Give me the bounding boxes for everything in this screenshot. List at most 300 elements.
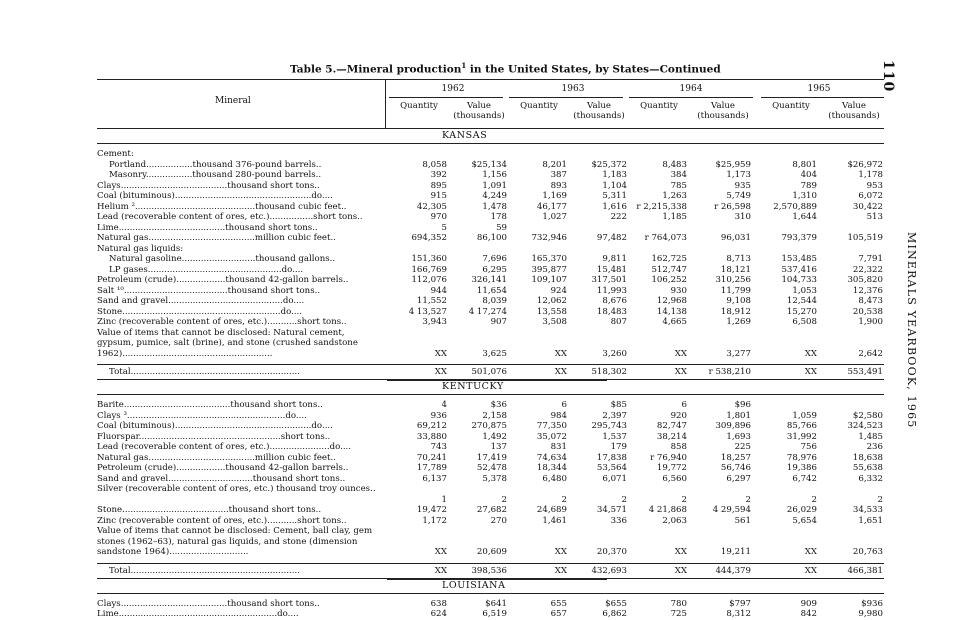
row-label: Cement: bbox=[97, 149, 134, 159]
quantity-cell: 8,483 bbox=[662, 159, 687, 170]
value-cell: 17,419 bbox=[476, 452, 507, 463]
quantity-cell: 6,508 bbox=[792, 317, 817, 327]
quantity-cell: 624 bbox=[430, 609, 447, 619]
quantity-cell: 404 bbox=[800, 170, 817, 180]
value-cell: 2,397 bbox=[602, 410, 627, 421]
value-cell: 18,257 bbox=[720, 452, 751, 463]
value-cell: 953 bbox=[866, 180, 883, 191]
quantity-cell: r 76,940 bbox=[650, 452, 687, 463]
quantity-cell: 112,076 bbox=[411, 275, 447, 285]
value-cell: 8,312 bbox=[726, 609, 751, 619]
quantity-cell: 85,766 bbox=[786, 421, 817, 431]
value-cell: 53,564 bbox=[596, 463, 627, 473]
table-row bbox=[97, 254, 884, 265]
value-cell: $797 bbox=[729, 598, 751, 609]
title-text-after: in the United States, by States—Continued bbox=[466, 63, 721, 76]
total-row bbox=[97, 564, 884, 578]
row-label: Stone.......................................thousand short tons.. bbox=[97, 505, 322, 515]
table-body bbox=[97, 129, 884, 620]
col-value-label: Value bbox=[711, 101, 735, 111]
quantity-cell: 18,344 bbox=[536, 463, 567, 473]
table-row bbox=[97, 400, 884, 411]
year-1962: 1962 bbox=[441, 84, 465, 94]
table-row bbox=[97, 442, 884, 453]
value-cell: 55,638 bbox=[852, 463, 883, 473]
quantity-cell: 920 bbox=[670, 410, 687, 421]
value-cell: 8,473 bbox=[858, 296, 883, 306]
row-label: Value of items that cannot be disclosed: Cement, ball clay, gem stones (1962–63), natural gas liquids, and stone (dimension sandstone 1964)............................. bbox=[97, 526, 373, 557]
table-header bbox=[97, 80, 884, 128]
quantity-cell: 756 bbox=[800, 442, 817, 452]
value-cell: 178 bbox=[490, 212, 507, 222]
col-value-1962 bbox=[449, 101, 509, 121]
value-cell: 8,713 bbox=[726, 254, 751, 264]
table-row bbox=[97, 516, 884, 527]
value-cell: 19,211 bbox=[720, 547, 751, 557]
quantity-cell: 162,725 bbox=[651, 254, 687, 264]
quantity-cell: 895 bbox=[430, 180, 447, 191]
value-cell: 9,811 bbox=[602, 254, 627, 264]
quantity-cell: 1,461 bbox=[542, 515, 567, 526]
value-cell: 97,482 bbox=[596, 233, 627, 243]
quantity-cell: 69,212 bbox=[416, 421, 447, 431]
row-label: Silver (recoverable content of ores, etc.) thousand troy ounces.. bbox=[97, 484, 376, 494]
year-rule-1964 bbox=[629, 97, 753, 98]
col-quantity-1965 bbox=[761, 101, 821, 111]
quantity-cell: 70,241 bbox=[416, 452, 447, 463]
quantity-cell: 26,029 bbox=[786, 505, 817, 515]
row-label: Lime..........................................................do.... bbox=[97, 609, 299, 619]
value-cell: 6,071 bbox=[602, 473, 627, 484]
state-name: KENTUCKY bbox=[442, 381, 504, 392]
row-label: Stone..........................................................do.... bbox=[97, 306, 303, 317]
value-cell: 17,838 bbox=[596, 452, 627, 463]
quantity-cell: 1,172 bbox=[422, 515, 447, 526]
value-cell: $25,134 bbox=[471, 159, 507, 170]
value-cell: 5,378 bbox=[482, 473, 507, 484]
quantity-cell: 4 13,527 bbox=[408, 306, 447, 317]
value-cell: 1,693 bbox=[726, 431, 751, 442]
row-label: Helium ²............................................thousand cubic feet.. bbox=[97, 201, 347, 212]
value-cell: 18,912 bbox=[720, 306, 751, 317]
table-row bbox=[97, 453, 884, 464]
table-row bbox=[97, 233, 884, 244]
quantity-cell: 1,310 bbox=[792, 191, 817, 201]
value-cell: 1,492 bbox=[482, 431, 507, 442]
value-cell: 236 bbox=[866, 442, 883, 452]
value-cell: 6,295 bbox=[482, 264, 507, 275]
quantity-cell: 106,252 bbox=[651, 275, 687, 285]
row-label: Salt ¹⁰......................................thousand short tons.. bbox=[97, 285, 321, 296]
value-cell: 1,651 bbox=[858, 515, 883, 526]
total-label: Total.............................................................. bbox=[109, 565, 300, 576]
value-cell: 4 29,594 bbox=[712, 505, 751, 515]
quantity-cell: 8,201 bbox=[542, 159, 567, 170]
value-cell: $936 bbox=[861, 598, 883, 609]
quantity-cell: 2 bbox=[561, 494, 567, 505]
value-cell: 96,031 bbox=[720, 233, 751, 243]
quantity-cell: 109,107 bbox=[531, 275, 567, 285]
quantity-cell: XX bbox=[804, 348, 817, 359]
quantity-cell: 3,508 bbox=[542, 317, 567, 327]
value-cell: 309,896 bbox=[715, 421, 751, 431]
col-value-1965 bbox=[824, 101, 884, 121]
row-label: Natural gas.......................................million cubic feet.. bbox=[97, 233, 336, 243]
total-quantity-cell: XX bbox=[434, 367, 447, 377]
value-cell: 15,481 bbox=[596, 264, 627, 275]
value-cell: 12,376 bbox=[852, 285, 883, 296]
quantity-cell: 638 bbox=[430, 598, 447, 609]
row-label: Lead (recoverable content of ores, etc.)......................do.... bbox=[97, 442, 352, 452]
table-row bbox=[97, 328, 884, 360]
col-quantity-label: Quantity bbox=[640, 101, 678, 111]
table-row bbox=[97, 275, 884, 286]
quantity-cell: 1 bbox=[441, 494, 447, 505]
value-cell: 270 bbox=[490, 515, 507, 526]
value-cell: 3,277 bbox=[726, 348, 751, 359]
col-quantity-label: Quantity bbox=[772, 101, 810, 111]
value-cell: 4 17,274 bbox=[468, 306, 507, 317]
quantity-cell: 930 bbox=[670, 285, 687, 296]
value-cell: 5,749 bbox=[726, 191, 751, 201]
value-cell: 34,533 bbox=[852, 505, 883, 515]
table-row bbox=[97, 181, 884, 192]
quantity-cell: 6,137 bbox=[422, 473, 447, 484]
quantity-cell: XX bbox=[554, 348, 567, 359]
quantity-cell: 151,360 bbox=[411, 254, 447, 264]
quantity-cell: 6,560 bbox=[662, 473, 687, 484]
col-value-label: Value bbox=[842, 101, 866, 111]
quantity-cell: 1,169 bbox=[542, 191, 567, 201]
quantity-cell: 1,263 bbox=[662, 191, 687, 201]
value-cell: 105,519 bbox=[847, 233, 883, 243]
quantity-cell: 12,062 bbox=[536, 296, 567, 306]
col-value-1964 bbox=[693, 101, 753, 121]
year-rule-1962 bbox=[389, 97, 503, 98]
value-cell: 305,820 bbox=[847, 275, 883, 285]
table-row bbox=[97, 149, 884, 160]
table-row bbox=[97, 307, 884, 318]
value-cell: 1,900 bbox=[858, 317, 883, 327]
row-label: LP gases.................................................do.... bbox=[109, 264, 304, 275]
value-cell: 18,638 bbox=[852, 452, 883, 463]
table-title bbox=[290, 61, 721, 76]
quantity-cell: 2,570,889 bbox=[773, 201, 817, 212]
value-cell: 2 bbox=[621, 494, 627, 505]
value-cell: 2 bbox=[745, 494, 751, 505]
quantity-cell: 537,416 bbox=[781, 264, 817, 275]
value-cell: 20,370 bbox=[596, 547, 627, 557]
col-quantity-1962 bbox=[389, 101, 449, 111]
quantity-cell: 104,733 bbox=[781, 275, 817, 285]
quantity-cell: 4 bbox=[441, 400, 447, 410]
title-footnote-marker: 1 bbox=[461, 61, 467, 70]
state-name: LOUISIANA bbox=[442, 579, 506, 591]
row-label: Clays.......................................thousand short tons.. bbox=[97, 180, 320, 191]
table-row bbox=[97, 474, 884, 485]
value-cell: 1,485 bbox=[858, 431, 883, 442]
row-label: Natural gasoline...........................thousand gallons.. bbox=[109, 254, 336, 264]
year-rule-1965 bbox=[761, 97, 884, 98]
value-cell: 18,121 bbox=[720, 264, 751, 275]
value-cell: $2,580 bbox=[852, 410, 883, 421]
total-value-cell: 432,693 bbox=[591, 565, 627, 576]
value-cell: 2 bbox=[877, 494, 883, 505]
quantity-cell: 82,747 bbox=[656, 421, 687, 431]
table-row bbox=[97, 160, 884, 171]
value-cell: $25,959 bbox=[715, 159, 751, 170]
value-cell: 935 bbox=[734, 180, 751, 191]
quantity-cell: 33,880 bbox=[416, 431, 447, 442]
quantity-cell: 893 bbox=[550, 180, 567, 191]
value-cell: 2 bbox=[501, 494, 507, 505]
value-cell: 20,538 bbox=[852, 306, 883, 317]
quantity-cell: 6 bbox=[561, 400, 567, 410]
table-row bbox=[97, 432, 884, 443]
row-label: Coal (bituminous)..................................................do.... bbox=[97, 421, 333, 431]
quantity-cell: 984 bbox=[550, 410, 567, 421]
value-cell: 317,501 bbox=[591, 275, 627, 285]
value-cell: 6,332 bbox=[858, 473, 883, 484]
quantity-cell: 780 bbox=[670, 598, 687, 609]
col-value-label: Value bbox=[587, 101, 611, 111]
total-value-cell: 398,536 bbox=[471, 565, 507, 576]
value-cell: r 26,598 bbox=[714, 201, 751, 212]
quantity-cell: 915 bbox=[430, 191, 447, 201]
row-label: Barite.......................................thousand short tons.. bbox=[97, 400, 323, 410]
row-label: Clays.......................................thousand short tons.. bbox=[97, 598, 320, 609]
quantity-cell: 785 bbox=[670, 180, 687, 191]
value-cell: 7,696 bbox=[482, 254, 507, 264]
quantity-cell: 657 bbox=[550, 609, 567, 619]
value-cell: 11,654 bbox=[476, 285, 507, 296]
col-value-label: Value bbox=[467, 101, 491, 111]
year-1963: 1963 bbox=[561, 84, 585, 94]
quantity-cell: 392 bbox=[430, 170, 447, 180]
table-row bbox=[97, 202, 884, 213]
table-row bbox=[97, 421, 884, 432]
quantity-cell: 153,485 bbox=[781, 254, 817, 264]
value-cell: 9,980 bbox=[858, 609, 883, 619]
quantity-cell: 19,386 bbox=[786, 463, 817, 473]
total-quantity-cell: XX bbox=[804, 367, 817, 377]
value-cell: 1,537 bbox=[602, 431, 627, 442]
running-head: MINERALS YEARBOOK, 1965 bbox=[905, 232, 918, 429]
state-heading bbox=[97, 579, 884, 593]
value-cell: 6,862 bbox=[602, 609, 627, 619]
value-cell: $85 bbox=[610, 400, 627, 410]
value-cell: 6,072 bbox=[858, 191, 883, 201]
total-quantity-cell: XX bbox=[674, 565, 687, 576]
col-value-unit: (thousands) bbox=[453, 111, 505, 121]
value-cell: 1,104 bbox=[602, 180, 627, 191]
quantity-cell: 19,772 bbox=[656, 463, 687, 473]
quantity-cell: 74,634 bbox=[536, 452, 567, 463]
value-cell: 2,642 bbox=[858, 348, 883, 359]
quantity-cell: 743 bbox=[430, 442, 447, 452]
row-label: Zinc (recoverable content of ores, etc.)...........short tons.. bbox=[97, 515, 347, 526]
row-label: Zinc (recoverable content of ores, etc.)...........short tons.. bbox=[97, 317, 347, 327]
total-value-cell: 518,302 bbox=[591, 367, 627, 377]
quantity-cell: 970 bbox=[430, 212, 447, 222]
quantity-cell: 166,769 bbox=[411, 264, 447, 275]
col-value-unit: (thousands) bbox=[573, 111, 625, 121]
quantity-cell: 924 bbox=[550, 285, 567, 296]
row-label: Natural gas liquids: bbox=[97, 243, 184, 254]
quantity-cell: 858 bbox=[670, 442, 687, 452]
total-value-cell: 444,379 bbox=[715, 565, 751, 576]
quantity-cell: 14,138 bbox=[656, 306, 687, 317]
row-label: Value of items that cannot be disclosed: Natural cement, gypsum, pumice, salt (brine), and stone (crushed sandstone 1962)....................................................... bbox=[97, 327, 358, 359]
value-cell: 1,173 bbox=[726, 170, 751, 180]
year-1965: 1965 bbox=[807, 84, 831, 94]
total-value-cell: 501,076 bbox=[471, 367, 507, 377]
quantity-cell: 6,742 bbox=[792, 473, 817, 484]
total-quantity-cell: XX bbox=[674, 367, 687, 377]
quantity-cell: r 764,073 bbox=[644, 233, 687, 243]
quantity-cell: 512,747 bbox=[651, 264, 687, 275]
value-cell: 56,746 bbox=[720, 463, 751, 473]
quantity-cell: 1,644 bbox=[792, 212, 817, 222]
quantity-cell: 12,968 bbox=[656, 296, 687, 306]
header-mineral: Mineral bbox=[215, 96, 251, 106]
table-row bbox=[97, 609, 884, 620]
quantity-cell: 4 21,868 bbox=[648, 505, 687, 515]
table-row bbox=[97, 191, 884, 202]
row-label: Natural gas.......................................million cubic feet.. bbox=[97, 452, 336, 463]
value-cell: 1,178 bbox=[858, 170, 883, 180]
col-value-unit: (thousands) bbox=[828, 111, 880, 121]
value-cell: $641 bbox=[485, 598, 507, 609]
quantity-cell: 31,992 bbox=[786, 431, 817, 442]
value-cell: 6,297 bbox=[726, 473, 751, 484]
row-label: Masonry.................thousand 280-pound barrels.. bbox=[109, 170, 322, 180]
value-cell: 222 bbox=[610, 212, 627, 222]
value-cell: 3,625 bbox=[482, 348, 507, 359]
value-cell: 18,483 bbox=[596, 306, 627, 317]
value-cell: 11,993 bbox=[596, 285, 627, 296]
value-cell: 1,091 bbox=[482, 180, 507, 191]
total-quantity-cell: XX bbox=[554, 367, 567, 377]
table-row bbox=[97, 317, 884, 328]
quantity-cell: 5 bbox=[441, 222, 447, 233]
value-cell: 8,676 bbox=[602, 296, 627, 306]
row-label: Fluorspar....................................................short tons.. bbox=[97, 431, 331, 442]
quantity-cell: 2 bbox=[681, 494, 687, 505]
quantity-cell: 42,305 bbox=[416, 201, 447, 212]
table-row bbox=[97, 526, 884, 558]
total-value-cell: 553,491 bbox=[847, 367, 883, 377]
value-cell: 59 bbox=[496, 222, 507, 233]
value-cell: 5,311 bbox=[602, 191, 627, 201]
value-cell: 3,260 bbox=[602, 348, 627, 359]
quantity-cell: XX bbox=[434, 348, 447, 359]
title-text-before: Table 5.—Mineral production bbox=[290, 63, 462, 76]
quantity-cell: 4,665 bbox=[662, 317, 687, 327]
value-cell: 86,100 bbox=[476, 233, 507, 243]
header-separator bbox=[385, 80, 386, 128]
value-cell: 1,183 bbox=[602, 170, 627, 180]
value-cell: 52,478 bbox=[476, 463, 507, 473]
value-cell: $96 bbox=[734, 400, 751, 410]
quantity-cell: 395,877 bbox=[531, 264, 567, 275]
quantity-cell: r 2,215,338 bbox=[636, 201, 687, 212]
quantity-cell: XX bbox=[674, 348, 687, 359]
year-rule-1963 bbox=[509, 97, 623, 98]
row-label: Portland.................thousand 376-pound barrels.. bbox=[109, 159, 322, 170]
value-cell: 9,108 bbox=[726, 296, 751, 306]
total-value-cell: r 538,210 bbox=[708, 367, 751, 377]
quantity-cell: 78,976 bbox=[786, 452, 817, 463]
quantity-cell: 6 bbox=[681, 400, 687, 410]
value-cell: 225 bbox=[734, 442, 751, 452]
value-cell: 6,519 bbox=[482, 609, 507, 619]
total-row bbox=[97, 365, 884, 379]
value-cell: 4,249 bbox=[482, 191, 507, 201]
quantity-cell: 12,544 bbox=[786, 296, 817, 306]
table-row bbox=[97, 212, 884, 223]
value-cell: 1,616 bbox=[602, 201, 627, 212]
quantity-cell: 789 bbox=[800, 180, 817, 191]
year-1964: 1964 bbox=[679, 84, 703, 94]
table-row bbox=[97, 244, 884, 255]
value-cell: 310,256 bbox=[715, 275, 751, 285]
row-label: Petroleum (crude)..................thousand 42-gallon barrels.. bbox=[97, 463, 349, 473]
quantity-cell: XX bbox=[674, 547, 687, 557]
total-value-cell: 466,381 bbox=[847, 565, 883, 576]
value-cell: 20,609 bbox=[476, 547, 507, 557]
page-number: 110 bbox=[880, 60, 896, 93]
quantity-cell: 8,058 bbox=[422, 159, 447, 170]
quantity-cell: 909 bbox=[800, 598, 817, 609]
value-cell: $26,972 bbox=[847, 159, 883, 170]
value-cell: 1,478 bbox=[482, 201, 507, 212]
value-cell: 907 bbox=[490, 317, 507, 327]
quantity-cell: 35,072 bbox=[536, 431, 567, 442]
quantity-cell: 831 bbox=[550, 442, 567, 452]
value-cell: 336 bbox=[610, 515, 627, 526]
col-quantity-label: Quantity bbox=[400, 101, 438, 111]
value-cell: 34,571 bbox=[596, 505, 627, 515]
quantity-cell: 11,552 bbox=[416, 296, 447, 306]
value-cell: 1,269 bbox=[726, 317, 751, 327]
value-cell: $655 bbox=[605, 598, 627, 609]
total-label: Total.............................................................. bbox=[109, 367, 300, 377]
value-cell: 270,875 bbox=[471, 421, 507, 431]
quantity-cell: 725 bbox=[670, 609, 687, 619]
quantity-cell: 77,350 bbox=[536, 421, 567, 431]
table-row bbox=[97, 484, 884, 505]
col-value-unit: (thousands) bbox=[697, 111, 749, 121]
state-heading bbox=[97, 380, 884, 394]
value-cell: 807 bbox=[610, 317, 627, 327]
table-row bbox=[97, 463, 884, 474]
state-heading bbox=[97, 129, 884, 143]
table-row bbox=[97, 265, 884, 276]
value-cell: 137 bbox=[490, 442, 507, 452]
quantity-cell: 15,270 bbox=[786, 306, 817, 317]
quantity-cell: 3,943 bbox=[422, 317, 447, 327]
row-label: Lime.......................................thousand short tons.. bbox=[97, 222, 318, 233]
value-cell: 179 bbox=[610, 442, 627, 452]
state-name: KANSAS bbox=[442, 130, 488, 141]
col-quantity-1963 bbox=[509, 101, 569, 111]
quantity-cell: 46,177 bbox=[536, 201, 567, 212]
total-quantity-cell: XX bbox=[554, 565, 567, 576]
quantity-cell: 1,053 bbox=[792, 285, 817, 296]
mineral-production-table bbox=[97, 79, 884, 620]
value-cell: 2,158 bbox=[482, 410, 507, 421]
